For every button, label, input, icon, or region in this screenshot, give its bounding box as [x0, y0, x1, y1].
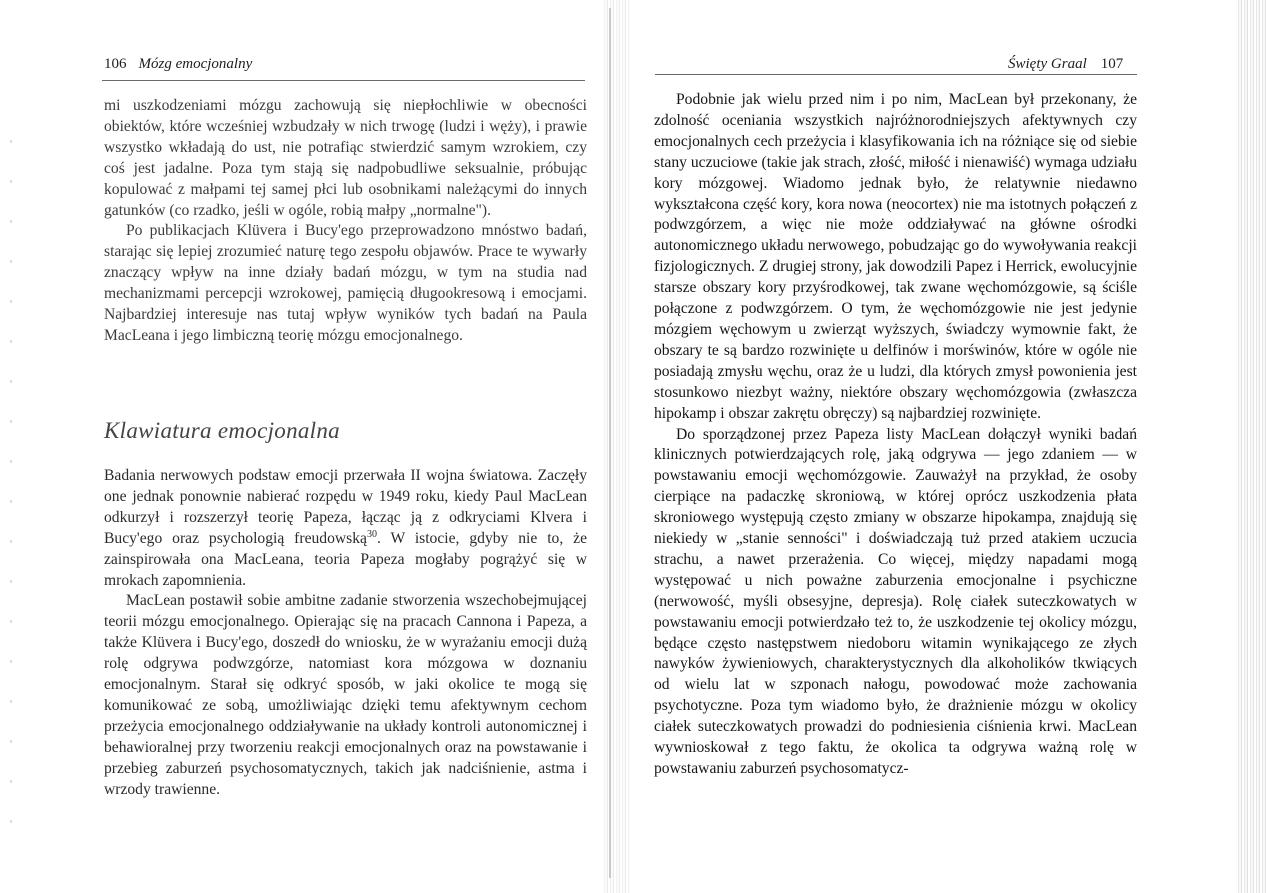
- right-running-title: Święty Graal: [1008, 56, 1087, 72]
- left-page-number: 106: [104, 56, 127, 72]
- section-heading: Klawiatura emocjonalna: [104, 418, 340, 443]
- right-header-rule: [655, 74, 1137, 75]
- left-text-section: [104, 466, 587, 801]
- section-paragraph-2: MacLean postawił sobie ambitne zadanie stworzenia wszechobejmującej teorii mózgu emocjonalnego. Opierając się na pracach Cannona i Papeza, a także Klüvera i Bucy'ego, doszedł do wniosku, że w wyrażaniu emocji dużą rolę odgrywa podwzgórze, natomiast kora mózgowa w doznaniu emocjonalnym. Starał się odkryć sposób, w jaki okolice te mogą się komunikować ze sobą, umożliwiając dzięki temu afektywnym cechom przeżycia emocjonalnego oddziaływanie na układy kontroli autonomicznej i behawioralnej przy tworzeniu reakcji emocjonalnych oraz na powstawanie i przebieg zaburzeń psychosomatycznych, takich jak nadciśnienie, astma i wrzody trawienne.: [104, 592, 587, 798]
- right-running-head: [1008, 56, 1123, 73]
- right-page-number: 107: [1100, 56, 1124, 72]
- footnote-reference: 30: [366, 528, 377, 540]
- right-paragraph-2: Do sporządzonej przez Papeza listy MacLean dołączył wyniki badań klinicznych potwierdzających rolę, jaką odgrywa — jego zdaniem — w powstawaniu emocji węchomózgowie. Zauważył na przykład, że osoby cierpiące na padaczkę skroniową, w której oprócz uszkodzenia płata skroniowego występują często zmiany w obszarze hipokampa, znajdują się niekiedy w „stanie senności" i doświadczają tuż przed atakiem uczucia strachu, a nawet przerażenia. Co więcej, między napadami mogą występować u nich poważne zaburzenia emocjonalne i psychiczne (nerwowość, myśli obsesyjne, depresja). Rolę ciałek suteczkowatych w powstawaniu emocji potwierdzało też to, że uszkodzenie tej okolicy mózgu, będące często następstwem niedoboru witamin wynikającego ze złych nawyków żywieniowych, charakterystycznych dla alkoholików tkwiących od wielu lat w szponach nałogu, powodować może zachowania psychotyczne. Poza tym wiadomo było, że drażnienie mózgu w okolicy ciałek suteczkowatych prowadzi do podniesienia ciśnienia krwi. MacLean wywnioskował z tego faktu, że okolica ta odgrywa ważną rolę w powstawaniu zaburzeń psychosomatycz-: [654, 425, 1137, 777]
- right-text: [654, 90, 1137, 780]
- section-paragraph-1-text: Badania nerwowych podstaw emocji przerwała II wojna światowa. Zaczęły one jednak ponownie nabierać rozpędu w 1949 roku, kiedy Paul MacLean odkurzył i rozszerzył teorię Papeza, łącząc ją z odkryciami Klvera i Bucy'ego oraz psychologią freudowską: [104, 467, 587, 547]
- left-header-rule: [102, 80, 585, 81]
- left-text-top: [104, 96, 587, 347]
- paragraph: Po publikacjach Klüvera i Bucy'ego przeprowadzono mnóstwo badań, starając się lepiej zrozumieć naturę tego zespołu objawów. Prace te wywarły znaczący wpływ na inne działy badań mózgu, w tym na studia nad mechanizmami percepcji wzrokowej, pamięcią długookresową i emocjami. Najbardziej interesuje nas tutaj wpływ wyników tych badań na Paula MacLeana i jego limbiczną teorię mózgu emocjonalnego.: [104, 222, 587, 344]
- left-running-title: Mózg emocjonalny: [138, 56, 253, 72]
- section-paragraph-1-end: . W istocie, gdyby nie to, że zainspirowała ona MacLeana, teoria Papeza mogłaby pogrążyć się w mrokach zapomnienia.: [104, 529, 588, 589]
- page-edge-shadow: [1236, 0, 1266, 893]
- section-paragraph-1: [104, 466, 587, 591]
- left-running-head: [104, 56, 252, 73]
- right-paragraph-1: Podobnie jak wielu przed nim i po nim, MacLean był przekonany, że zdolność oceniania wszystkich najróżnorodniejszych afektywnych czy emocjonalnych cech przeżycia i klasyfikowania ich na różniące się od siebie stany uczuciowe (takie jak strach, złość, miłość i nienawiść) wymaga udziału kory mózgowej. Wiadomo jednak było, że relatywnie niedawno wykształcona część kory, kora nowa (neocortex) nie ma istotnych połączeń z podwzgórzem, a więc nie może oddziaływać na główne ośrodki autonomicznego układu nerwowego, pobudzając go do wywoływania reakcji fizjologicznych. Z drugiej strony, jak dowodzili Papez i Herrick, ewolucyjnie starsze obszary kory przyśrodkowej, tak zwane węchomózgowie, są ściśle połączone z podwzgórzem. O tym, że węchomózgowie nie jest jedynie mózgiem węchowym u zwierząt wyższych, świadczy wymownie fakt, że obszary te są bardzo rozwinięte u delfinów i morświnów, które w ogóle nie posiadają zmysłu węchu, oraz że u ludzi, dla których zmysł powonienia jest stosunkowo niezbyt ważny, niektóre obszary węchomózgowia (zwłaszcza hipokamp i obszar zakrętu obręczy) są najbardziej rozwinięte.: [654, 91, 1137, 422]
- continuation-paragraph: mi uszkodzeniami mózgu zachowują się niepłochliwie w obecności obiektów, które wcześniej wzbudzały w nich trwogę (ludzi i węży), i prawie wszystko wkładają do ust, nie potrafiąc stwierdzić samym wzrokiem, czy coś jest jadalne. Poza tym stają się nadpobudliwe seksualnie, próbując kopulować z małpami tej samej płci lub osobnikami należącymi do innych gatunków (co rzadko, jeśli w ogóle, robią małpy „normalne").: [104, 97, 587, 219]
